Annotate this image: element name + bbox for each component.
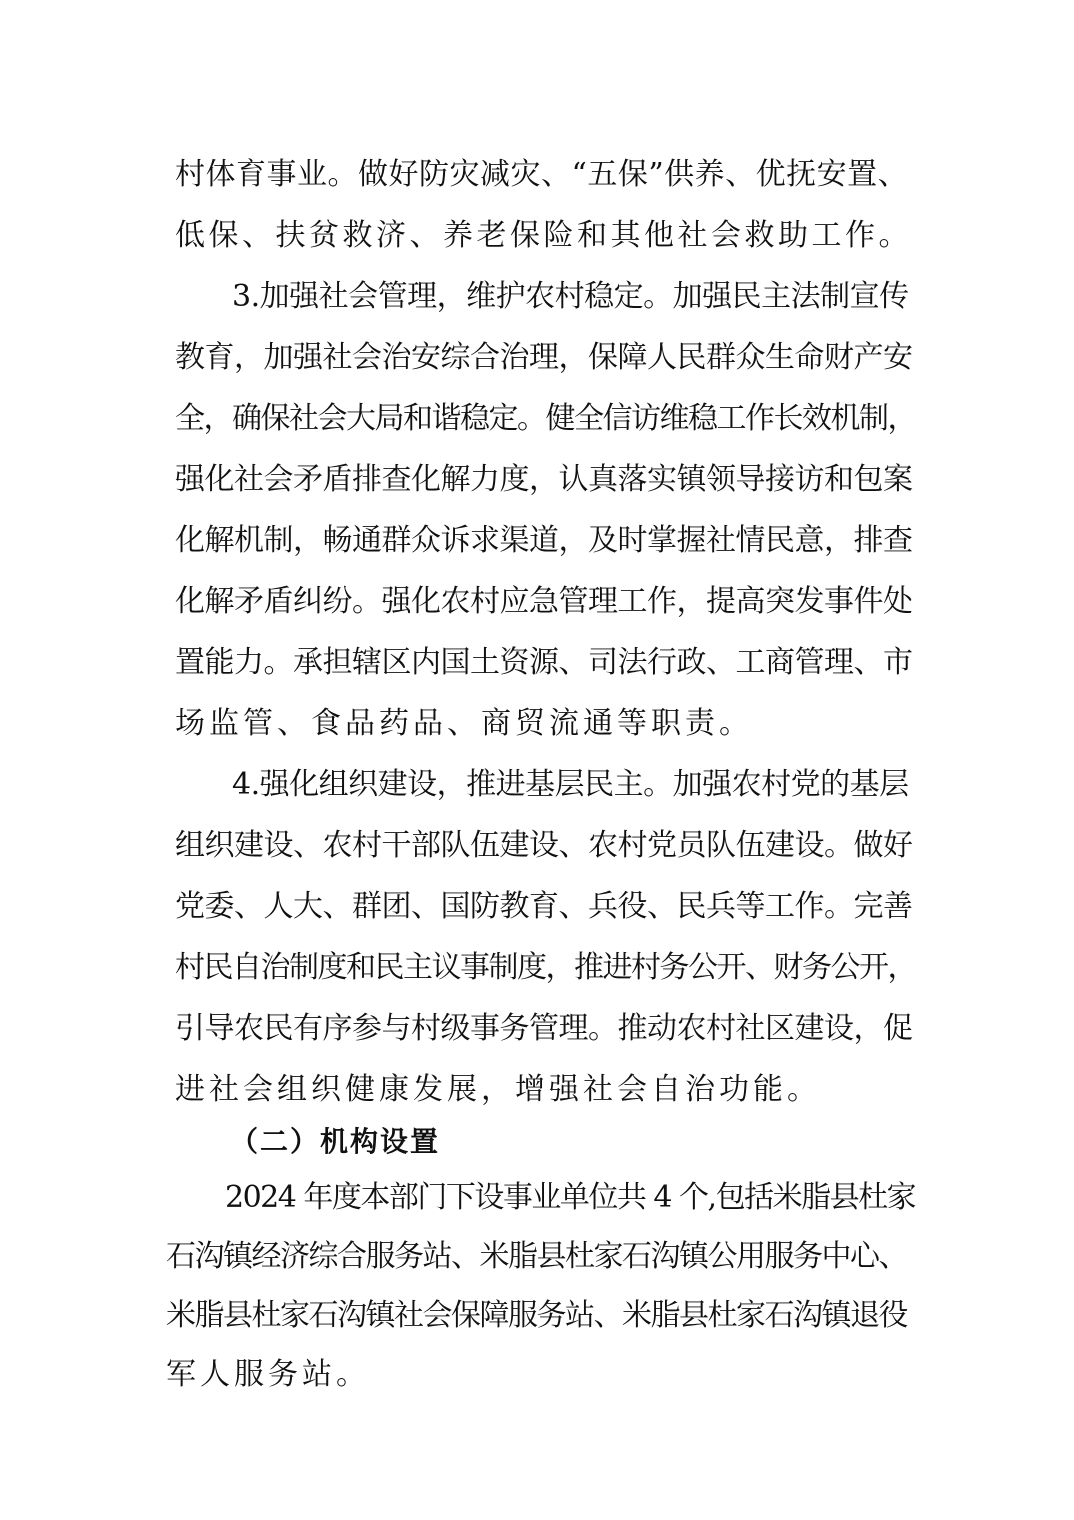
text-line: 低保、扶贫救济、养老保险和其他社会救助工作。 <box>175 218 912 253</box>
text-line: 进社会组织健康发展，增强社会自治功能。 <box>175 1072 821 1107</box>
text-line: 村体育事业。做好防灾减灾、“五保”供养、优抚安置、 <box>175 157 909 192</box>
text-line: 强化社会矛盾排查化解力度，认真落实镇领导接访和包案 <box>175 462 913 497</box>
text-line: 化解矛盾纠纷。强化农村应急管理工作，提高突发事件处 <box>175 584 913 619</box>
text-line: 教育，加强社会治安综合治理，保障人民群众生命财产安 <box>175 340 913 375</box>
text-line: 党委、人大、群团、国防教育、兵役、民兵等工作。完善 <box>175 889 913 924</box>
text-line: 村民自治制度和民主议事制度，推进村务公开、财务公开， <box>175 950 916 985</box>
text-line: 全，确保社会大局和谐稳定。健全信访维稳工作长效机制， <box>175 401 916 436</box>
text-line: 3.加强社会管理，维护农村稳定。加强民主法制宣传 <box>232 279 909 314</box>
section-heading: （二）机构设置 <box>230 1125 441 1158</box>
text-line: 组织建设、农村干部队伍建设、农村党员队伍建设。做好 <box>175 828 913 863</box>
text-line: 石沟镇经济综合服务站、米脂县杜家石沟镇公用服务中心、 <box>166 1239 907 1274</box>
text-line: 置能力。承担辖区内国土资源、司法行政、工商管理、市 <box>175 645 913 680</box>
text-line: 军人服务站。 <box>166 1357 370 1392</box>
text-line: 引导农民有序参与村级事务管理。推动农村社区建设，促 <box>175 1011 913 1046</box>
text-line: 2024 年度本部门下设事业单位共 4 个,包括米脂县杜家 <box>225 1180 916 1215</box>
text-line: 化解机制，畅通群众诉求渠道，及时掌握社情民意，排查 <box>175 523 913 558</box>
text-line: 米脂县杜家石沟镇社会保障服务站、米脂县杜家石沟镇退役 <box>166 1298 907 1333</box>
text-line: 4.强化组织建设，推进基层民主。加强农村党的基层 <box>232 767 909 802</box>
text-line: 场监管、食品药品、商贸流通等职责。 <box>175 706 753 741</box>
